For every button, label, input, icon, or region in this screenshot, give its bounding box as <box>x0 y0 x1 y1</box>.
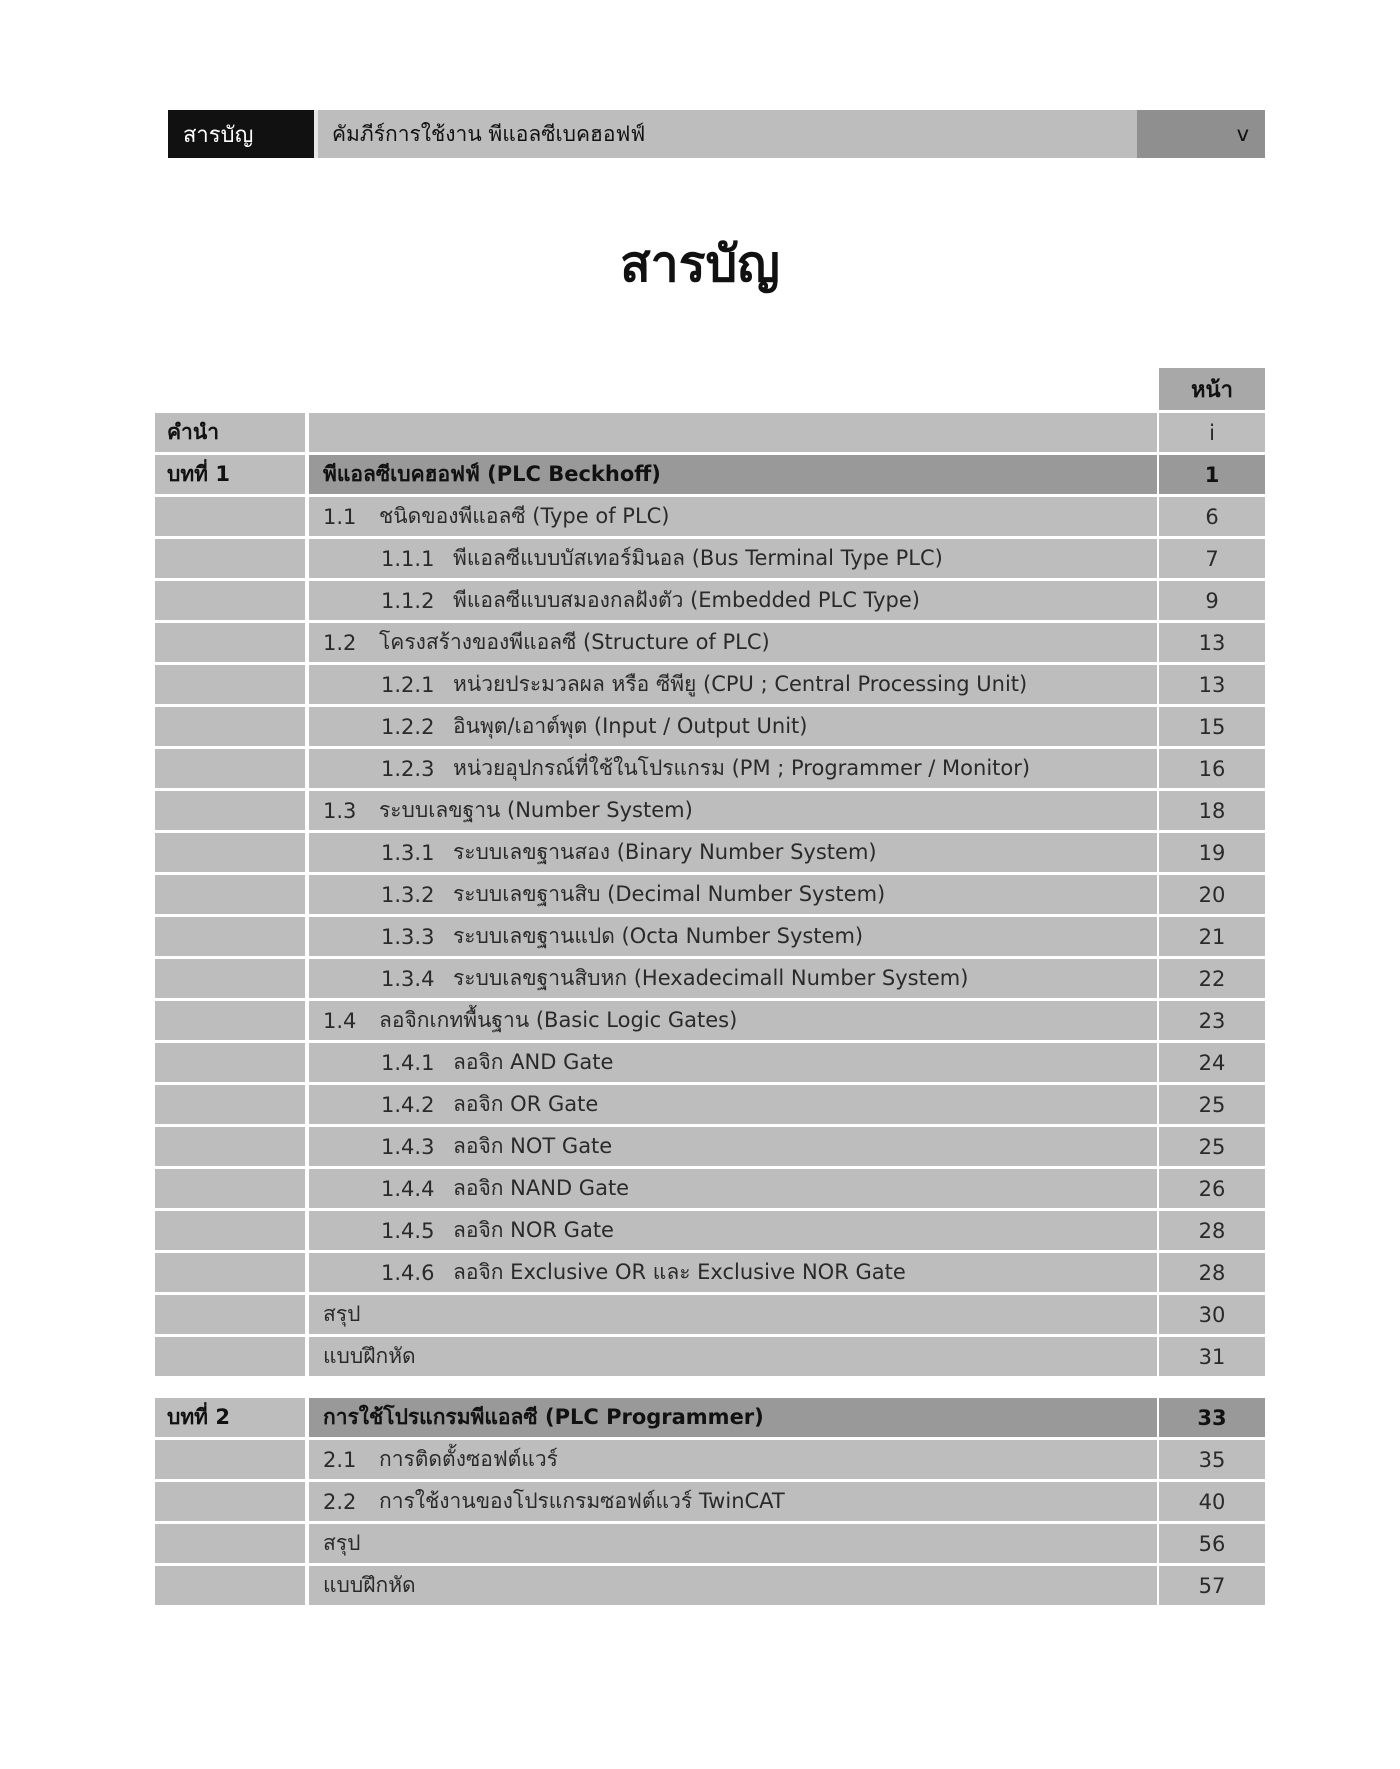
toc-label <box>155 623 305 662</box>
toc-page: 21 <box>1159 917 1265 956</box>
toc-label <box>155 749 305 788</box>
toc-entry-number: 1.4.3 <box>381 1134 435 1159</box>
toc-entry <box>309 1043 1157 1082</box>
toc-entry-number: 1.1 <box>323 504 357 529</box>
toc-entry-number: 1.3 <box>323 798 357 823</box>
toc-entry-text: ระบบเลขฐานสิบหก (Hexadecimall Number System) <box>453 966 969 990</box>
toc-chapter-label: บทที่ 2 <box>155 1398 305 1437</box>
toc-page: 25 <box>1159 1127 1265 1166</box>
toc-page: 16 <box>1159 749 1265 788</box>
toc-entry-text: อินพุต/เอาต์พุต (Input / Output Unit) <box>453 714 808 738</box>
toc-page: 9 <box>1159 581 1265 620</box>
toc-row[interactable] <box>155 959 1265 998</box>
toc-row-chapter[interactable] <box>155 1398 1265 1437</box>
toc-entry <box>309 1440 1157 1479</box>
toc-row[interactable] <box>155 791 1265 830</box>
toc-entry-number: 1.4 <box>323 1008 357 1033</box>
toc-label <box>155 1211 305 1250</box>
toc-entry <box>309 875 1157 914</box>
toc-entry <box>309 1524 1157 1563</box>
toc-label <box>155 791 305 830</box>
toc-page: 20 <box>1159 875 1265 914</box>
toc-page: 56 <box>1159 1524 1265 1563</box>
toc-row[interactable] <box>155 1085 1265 1124</box>
toc-row[interactable] <box>155 1440 1265 1479</box>
toc-entry <box>309 833 1157 872</box>
toc-entry-number: 1.3.4 <box>381 966 435 991</box>
toc-page: 13 <box>1159 623 1265 662</box>
toc-row[interactable] <box>155 749 1265 788</box>
toc-row[interactable] <box>155 1482 1265 1521</box>
toc-entry <box>309 959 1157 998</box>
toc-entry <box>309 665 1157 704</box>
toc-row[interactable] <box>155 833 1265 872</box>
toc-entry-number: 1.4.6 <box>381 1260 435 1285</box>
toc-entry-text: พีแอลซีแบบสมองกลฝังตัว (Embedded PLC Type) <box>453 588 920 612</box>
toc-label <box>155 1169 305 1208</box>
toc-row[interactable] <box>155 1524 1265 1563</box>
header-page-number: v <box>1137 110 1265 158</box>
toc-entry-text: สรุป <box>323 1531 361 1555</box>
toc-label <box>155 1337 305 1376</box>
toc-entry-text: ระบบเลขฐานสอง (Binary Number System) <box>453 840 877 864</box>
toc-chapter-title: การใช้โปรแกรมพีแอลซี (PLC Programmer) <box>309 1398 1157 1437</box>
toc-page: 22 <box>1159 959 1265 998</box>
toc-label <box>155 1253 305 1292</box>
toc-label <box>155 959 305 998</box>
toc-page: 28 <box>1159 1211 1265 1250</box>
toc-label <box>155 1524 305 1563</box>
page-header <box>168 110 1265 158</box>
toc-entry-text: ระบบเลขฐานสิบ (Decimal Number System) <box>453 882 886 906</box>
toc-row[interactable] <box>155 1169 1265 1208</box>
toc-page: 13 <box>1159 665 1265 704</box>
toc-page: 24 <box>1159 1043 1265 1082</box>
toc-entry <box>309 1482 1157 1521</box>
toc-entry <box>309 1253 1157 1292</box>
toc-row[interactable] <box>155 917 1265 956</box>
toc-entry <box>309 1295 1157 1334</box>
toc-label <box>155 665 305 704</box>
page-column-header: หน้า <box>1159 368 1265 410</box>
toc-entry-number: 1.3.3 <box>381 924 435 949</box>
toc-entry <box>309 623 1157 662</box>
toc-entry-text: การใช้งานของโปรแกรมซอฟต์แวร์ TwinCAT <box>379 1489 785 1513</box>
toc-row-chapter[interactable] <box>155 455 1265 494</box>
toc-page: 6 <box>1159 497 1265 536</box>
toc-row[interactable] <box>155 581 1265 620</box>
toc-entry-text: โครงสร้างของพีแอลซี (Structure of PLC) <box>379 630 770 654</box>
toc-entry-number: 1.1.1 <box>381 546 435 571</box>
toc-page: 28 <box>1159 1253 1265 1292</box>
toc-entry <box>309 497 1157 536</box>
toc-entry-text: พีแอลซีแบบบัสเทอร์มินอล (Bus Terminal Type PLC) <box>453 546 943 570</box>
toc-label <box>155 1001 305 1040</box>
header-book-title: คัมภีร์การใช้งาน พีแอลซีเบคฮอฟฟ์ <box>314 110 1137 158</box>
toc-entry-text: การติดตั้งซอฟต์แวร์ <box>379 1447 558 1471</box>
toc-entry-text: แบบฝึกหัด <box>323 1573 416 1597</box>
toc-entry <box>309 791 1157 830</box>
toc-page: 35 <box>1159 1440 1265 1479</box>
toc-row[interactable] <box>155 875 1265 914</box>
toc-row[interactable] <box>155 1001 1265 1040</box>
toc-entry-text: หน่วยประมวลผล หรือ ซีพียู (CPU ; Central Processing Unit) <box>453 672 1028 696</box>
toc-page: 40 <box>1159 1482 1265 1521</box>
toc-page: 23 <box>1159 1001 1265 1040</box>
toc-entry <box>309 917 1157 956</box>
toc-label <box>155 833 305 872</box>
toc-entry <box>309 581 1157 620</box>
toc-entry-text: สรุป <box>323 1302 361 1326</box>
toc-label <box>155 1043 305 1082</box>
toc-entry-text <box>309 413 1157 452</box>
toc-entry-number: 1.2.1 <box>381 672 435 697</box>
toc-entry-number: 1.3.2 <box>381 882 435 907</box>
toc-page: 15 <box>1159 707 1265 746</box>
toc-entry-text: ลอจิก NAND Gate <box>453 1176 630 1200</box>
toc-row[interactable] <box>155 539 1265 578</box>
toc-row[interactable] <box>155 665 1265 704</box>
toc-row[interactable] <box>155 1043 1265 1082</box>
toc-entry-number: 1.4.4 <box>381 1176 435 1201</box>
page-title: สารบัญ <box>620 235 780 293</box>
header-section: สารบัญ <box>168 110 314 158</box>
toc-label <box>155 497 305 536</box>
toc-entry-text: แบบฝึกหัด <box>323 1344 416 1368</box>
toc-entry <box>309 749 1157 788</box>
toc-entry <box>309 707 1157 746</box>
toc-label <box>155 1127 305 1166</box>
toc-page: 7 <box>1159 539 1265 578</box>
toc-page: 57 <box>1159 1566 1265 1605</box>
toc-label <box>155 917 305 956</box>
toc-entry <box>309 1566 1157 1605</box>
toc-entry-number: 1.4.1 <box>381 1050 435 1075</box>
toc-entry-text: ลอจิก NOR Gate <box>453 1218 614 1242</box>
toc-entry-text: ระบบเลขฐาน (Number System) <box>379 798 693 822</box>
toc-page: 26 <box>1159 1169 1265 1208</box>
toc-label <box>155 539 305 578</box>
toc-entry-number: 2.2 <box>323 1489 357 1514</box>
toc-label <box>155 1085 305 1124</box>
toc-chapter-label: บทที่ 1 <box>155 455 305 494</box>
toc-entry <box>309 1337 1157 1376</box>
toc-page: 1 <box>1159 455 1265 494</box>
toc-entry-text: ลอจิกเกทพื้นฐาน (Basic Logic Gates) <box>379 1008 738 1032</box>
toc-label <box>155 581 305 620</box>
toc-label <box>155 1482 305 1521</box>
toc-row[interactable] <box>155 1295 1265 1334</box>
toc-page: i <box>1159 413 1265 452</box>
toc-entry-text: ระบบเลขฐานแปด (Octa Number System) <box>453 924 864 948</box>
toc-label <box>155 1440 305 1479</box>
toc-label <box>155 1295 305 1334</box>
toc-entry-text: ลอจิก Exclusive OR และ Exclusive NOR Gate <box>453 1260 906 1284</box>
toc-entry-text: ลอจิก NOT Gate <box>453 1134 613 1158</box>
toc-label: คำนำ <box>155 413 305 452</box>
toc-entry-number: 1.4.2 <box>381 1092 435 1117</box>
toc-entry-number: 2.1 <box>323 1447 357 1472</box>
toc-row-preface[interactable] <box>155 413 1265 452</box>
toc-entry-number: 1.3.1 <box>381 840 435 865</box>
toc-entry-number: 1.2.3 <box>381 756 435 781</box>
toc-row[interactable] <box>155 707 1265 746</box>
toc-page: 25 <box>1159 1085 1265 1124</box>
toc-row[interactable] <box>155 1211 1265 1250</box>
toc-entry <box>309 539 1157 578</box>
toc-page: 33 <box>1159 1398 1265 1437</box>
toc-label <box>155 875 305 914</box>
toc-entry <box>309 1169 1157 1208</box>
toc-entry <box>309 1085 1157 1124</box>
toc-chapter-title: พีแอลซีเบคฮอฟฟ์ (PLC Beckhoff) <box>309 455 1157 494</box>
toc-entry <box>309 1127 1157 1166</box>
toc-entry-number: 1.1.2 <box>381 588 435 613</box>
toc-entry <box>309 1211 1157 1250</box>
toc-page: 18 <box>1159 791 1265 830</box>
toc-entry-text: ลอจิก AND Gate <box>453 1050 614 1074</box>
toc-row[interactable] <box>155 497 1265 536</box>
toc-page: 19 <box>1159 833 1265 872</box>
toc-label <box>155 707 305 746</box>
toc-entry-number: 1.2.2 <box>381 714 435 739</box>
toc-entry <box>309 1001 1157 1040</box>
toc-page: 31 <box>1159 1337 1265 1376</box>
toc-entry-number: 1.4.5 <box>381 1218 435 1243</box>
toc-row[interactable] <box>155 1337 1265 1376</box>
toc-entry-text: ลอจิก OR Gate <box>453 1092 599 1116</box>
toc-block-chapter-2 <box>155 1398 1265 1608</box>
toc-row[interactable] <box>155 1566 1265 1605</box>
toc-row[interactable] <box>155 623 1265 662</box>
toc-row[interactable] <box>155 1253 1265 1292</box>
toc-entry-number: 1.2 <box>323 630 357 655</box>
toc-block-chapter-1 <box>155 413 1265 1379</box>
toc-page: 30 <box>1159 1295 1265 1334</box>
toc-entry-text: หน่วยอุปกรณ์ที่ใช้ในโปรแกรม (PM ; Programmer / Monitor) <box>453 756 1031 780</box>
toc-label <box>155 1566 305 1605</box>
toc-entry-text: ชนิดของพีแอลซี (Type of PLC) <box>379 504 670 528</box>
toc-row[interactable] <box>155 1127 1265 1166</box>
